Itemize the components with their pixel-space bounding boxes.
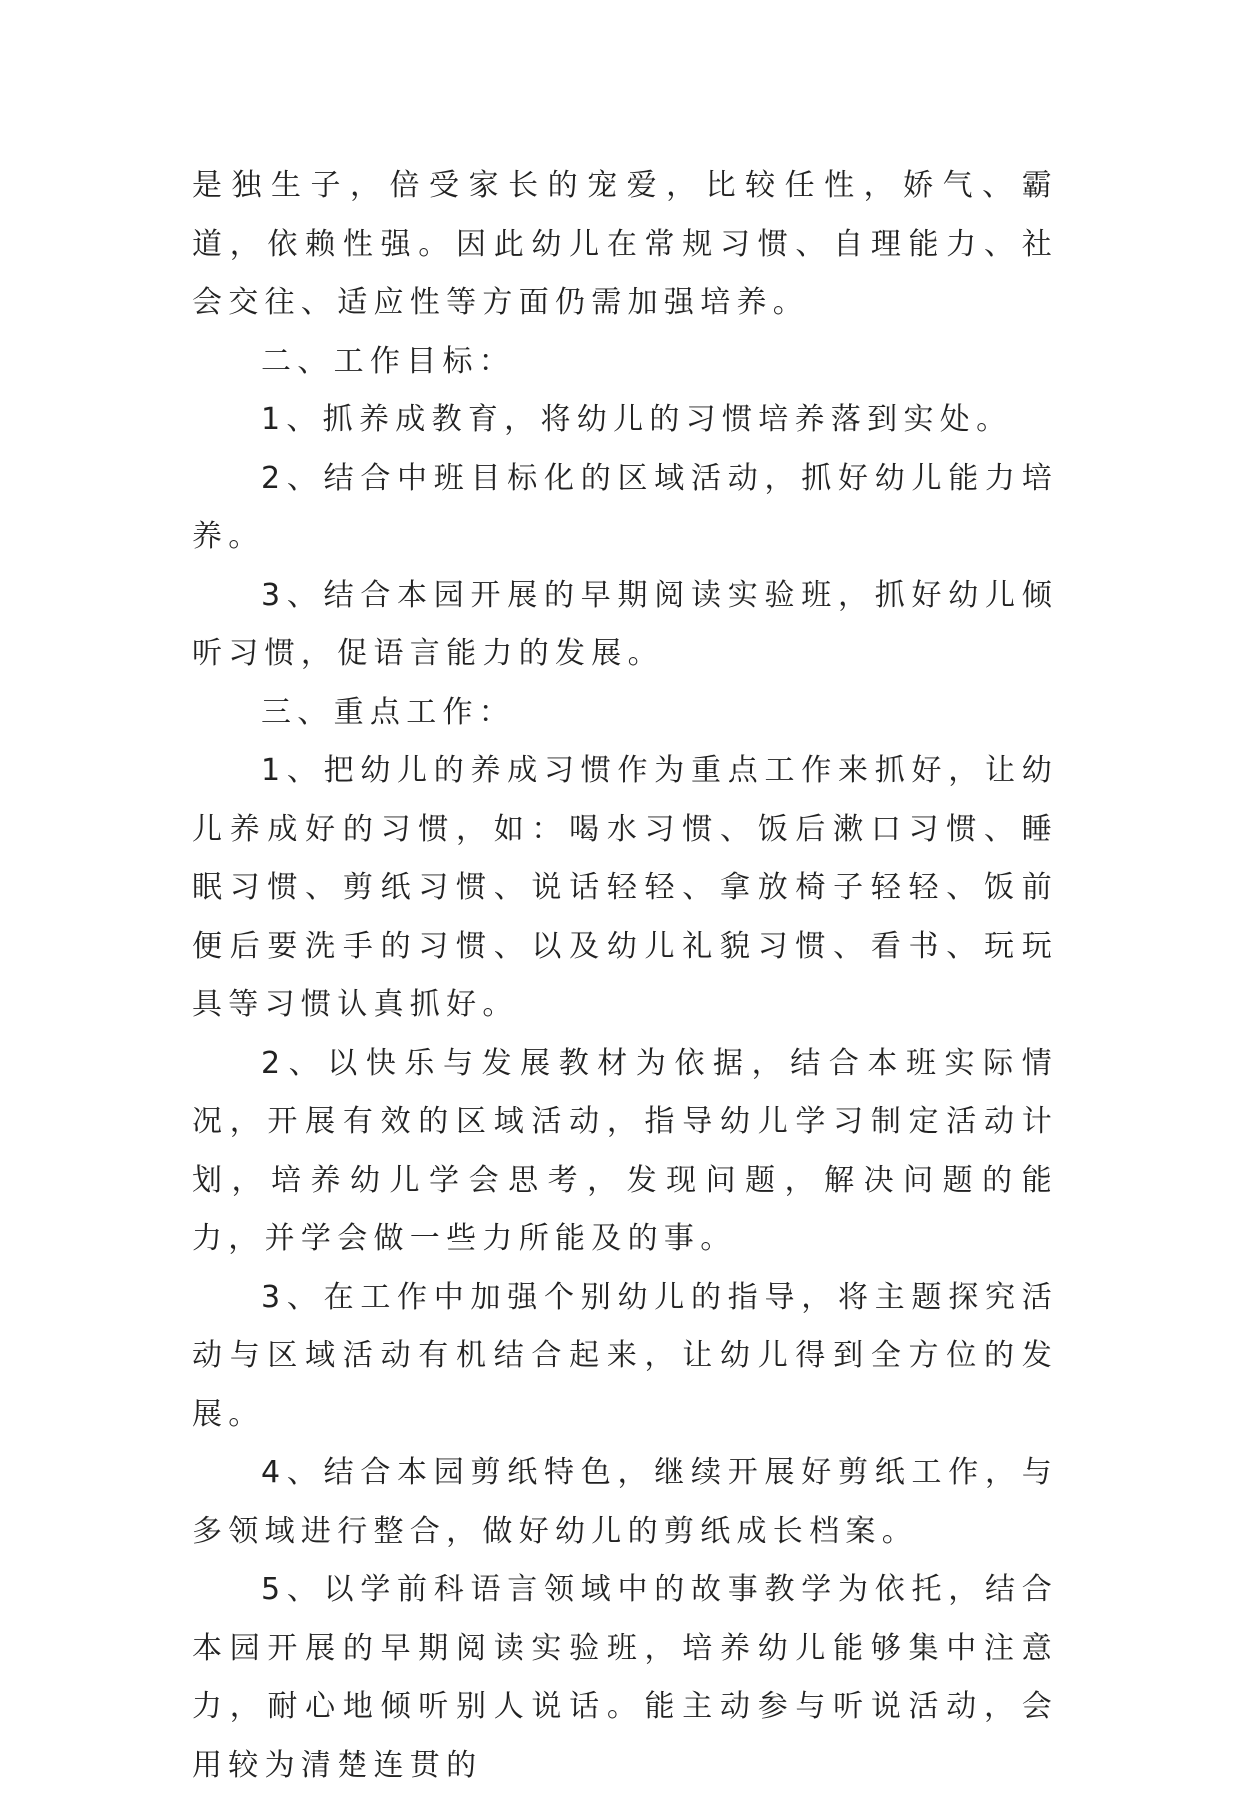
goal-item-2: 2、结合中班目标化的区域活动，抓好幼儿能力培养。 bbox=[192, 460, 1058, 554]
section-heading-key-work: 三、重点工作： bbox=[261, 694, 516, 730]
section-heading-work-goals: 二、工作目标： bbox=[261, 343, 516, 379]
goal-item-3: 3、结合本园开展的早期阅读实验班，抓好幼儿倾听习惯，促语言能力的发展。 bbox=[192, 577, 1058, 671]
key-work-item-4: 4、结合本园剪纸特色，继续开展好剪纸工作，与多领域进行整合，做好幼儿的剪纸成长档案。 bbox=[192, 1455, 1058, 1549]
key-work-item-1: 1、把幼儿的养成习惯作为重点工作来抓好，让幼儿养成好的习惯，如：喝水习惯、饭后漱口习惯、睡眠习惯、剪纸习惯、说话轻轻、拿放椅子轻轻、饭前便后要洗手的习惯、以及幼儿礼貌习惯、看书、玩玩具等习惯认真抓好。 bbox=[192, 753, 1058, 1022]
goal-item-1: 1、抓养成教育，将幼儿的习惯培养落到实处。 bbox=[261, 402, 1013, 437]
paragraph-intro-continued: 是独生子，倍受家长的宠爱，比较任性，娇气、霸道，依赖性强。因此幼儿在常规习惯、自理能力、社会交往、适应性等方面仍需加强培养。 bbox=[192, 168, 1058, 320]
key-work-item-2: 2、以快乐与发展教材为依据，结合本班实际情况，开展有效的区域活动，指导幼儿学习制定活动计划，培养幼儿学会思考，发现问题，解决问题的能力，并学会做一些力所能及的事。 bbox=[192, 1045, 1058, 1256]
key-work-item-3: 3、在工作中加强个别幼儿的指导，将主题探究活动与区域活动有机结合起来，让幼儿得到全方位的发展。 bbox=[192, 1279, 1058, 1432]
key-work-item-5: 5、以学前科语言领域中的故事教学为依托，结合本园开展的早期阅读实验班，培养幼儿能够集中注意力，耐心地倾听别人说话。能主动参与听说活动，会用较为清楚连贯的 bbox=[192, 1572, 1058, 1783]
document-body bbox=[192, 157, 1058, 1795]
